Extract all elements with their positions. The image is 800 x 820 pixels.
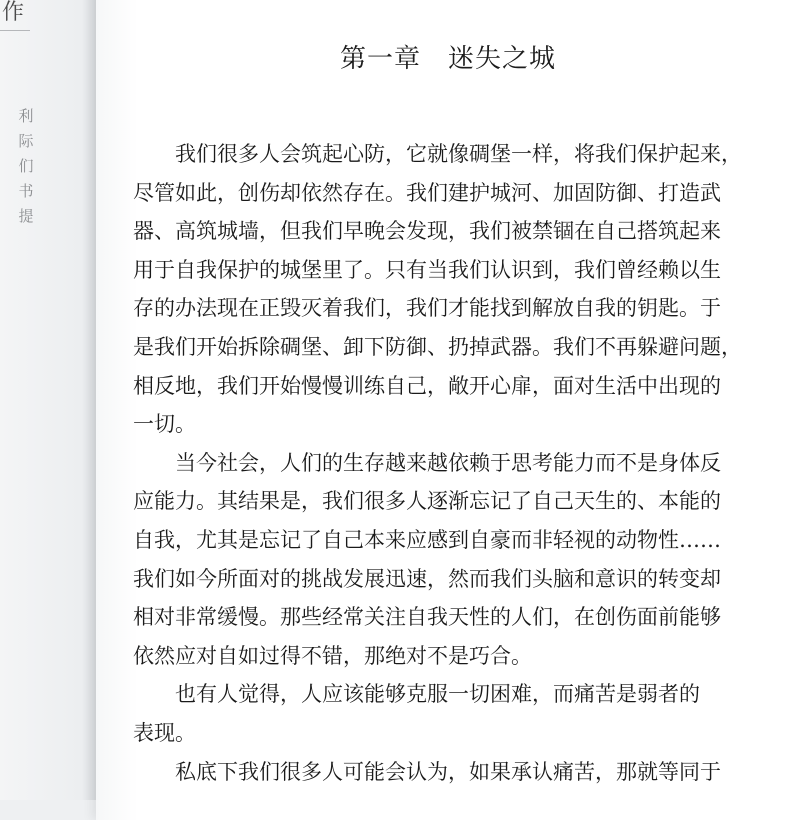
text-line: 应能力。其结果是，我们很多人逐渐忘记了自己天生的、本能的 bbox=[133, 489, 721, 514]
text-line: 用于自我保护的城堡里了。只有当我们认识到，我们曾经赖以生 bbox=[133, 257, 721, 282]
vertical-char: 们 bbox=[18, 157, 34, 175]
chapter-title: 第一章 迷失之城 bbox=[339, 44, 556, 74]
text-line: 是我们开始拆除碉堡、卸下防御、扔掉武器。我们不再躲避问题， bbox=[133, 334, 742, 359]
vertical-char: 际 bbox=[18, 132, 34, 150]
text-line: 当今社会，人们的生存越来越依赖于思考能力而不是身体反 bbox=[175, 450, 721, 475]
text-line: 我们如今所面对的挑战发展迅速，然而我们头脑和意识的转变却 bbox=[133, 566, 721, 591]
text-line: 自我，尤其是忘记了自己本来应感到自豪而非轻视的动物性…… bbox=[133, 527, 721, 552]
vertical-char: 利 bbox=[18, 107, 34, 125]
text-line: 我们很多人会筑起心防，它就像碉堡一样，将我们保护起来， bbox=[175, 142, 742, 166]
text-line: 一切。 bbox=[133, 412, 196, 437]
text-line: 相对非常缓慢。那些经常关注自我天性的人们，在创伤面前能够 bbox=[133, 605, 721, 630]
previous-page-vertical-text bbox=[16, 104, 36, 229]
text-line: 存的办法现在正毁灭着我们，我们才能找到解放自我的钥匙。于 bbox=[133, 296, 721, 321]
text-line: 相反地，我们开始慢慢训练自己，敞开心扉，面对生活中出现的 bbox=[133, 373, 721, 398]
body-text bbox=[133, 135, 742, 791]
vertical-char: 书 bbox=[18, 182, 34, 200]
text-line: 表现。 bbox=[133, 720, 196, 745]
text-line: 也有人觉得，人应该能够克服一切困难，而痛苦是弱者的 bbox=[175, 682, 700, 707]
vertical-char: 提 bbox=[18, 207, 34, 225]
book-page bbox=[96, 0, 800, 820]
previous-page-corner-char: 作 bbox=[2, 0, 25, 25]
text-line: 尽管如此，创伤却依然存在。我们建护城河、加固防御、打造武 bbox=[133, 180, 721, 205]
text-line: 依然应对自如过得不错，那绝对不是巧合。 bbox=[133, 643, 532, 668]
previous-page-rule bbox=[0, 30, 30, 31]
previous-page-edge bbox=[0, 0, 96, 800]
text-line: 器、高筑城墙，但我们早晚会发现，我们被禁锢在自己搭筑起来 bbox=[133, 219, 721, 244]
text-line: 私底下我们很多人可能会认为，如果承认痛苦，那就等同于 bbox=[175, 759, 721, 784]
